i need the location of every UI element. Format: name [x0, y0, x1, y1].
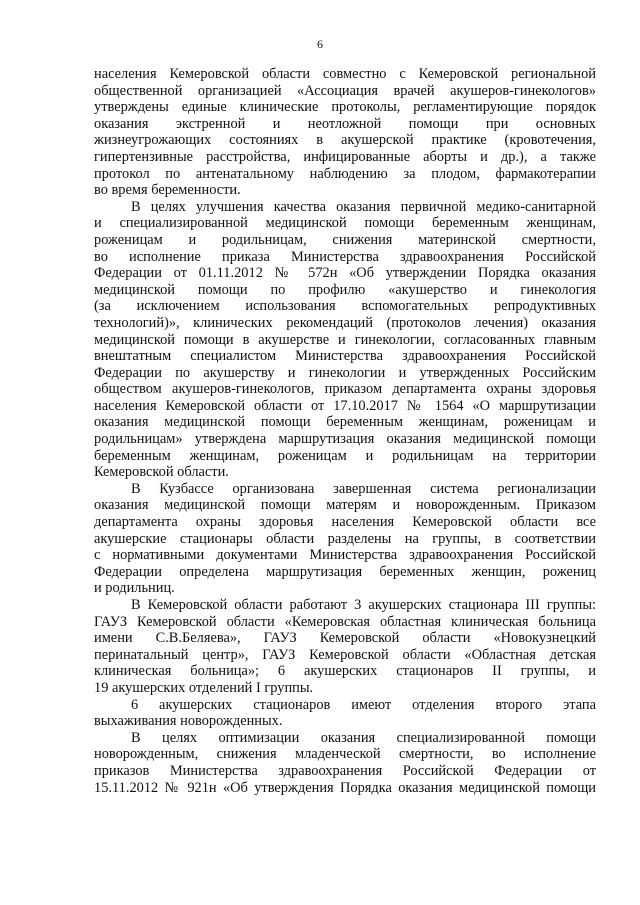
text-line: В Кемеровской области работают 3 акушерских стационара III группы:	[131, 597, 596, 613]
text-line: во исполнение приказа Министерства здравоохранения Российской	[94, 248, 596, 265]
text-line: и родильниц.	[94, 580, 175, 597]
text-line: новорожденным, снижения младенческой смертности, во исполнение	[94, 746, 596, 763]
text-line: имени С.В.Беляева», ГАУЗ Кемеровской области «Новокузнецкий	[94, 630, 596, 647]
text-line: клиническая больница»; 6 акушерских стационаров II группы, и	[94, 663, 596, 680]
text-line: обществом акушеров-гинекологов, приказом департамента охраны здоровья	[94, 381, 596, 398]
text-line: жизнеугрожающих состояниях в акушерской практике (кровотечения,	[94, 132, 596, 149]
text-line: роженицам и родильницам, снижения материнской смертности,	[94, 231, 596, 248]
text-line: во время беременности.	[94, 182, 241, 199]
text-line: гипертензивные расстройства, инфицированные аборты и др.), а также	[94, 148, 596, 165]
text-line: (за исключением использования вспомогательных репродуктивных	[94, 298, 596, 315]
text-line: медицинской помощи по профилю «акушерство и гинекология	[94, 281, 596, 298]
text-line: общественной организацией «Ассоциация врачей акушеров-гинекологов»	[94, 82, 596, 99]
text-line: В Кузбассе организована завершенная система регионализации	[131, 480, 596, 497]
text-line: В целях оптимизации оказания специализированной помощи	[131, 729, 596, 746]
text-line: приказов Министерства здравоохранения Российской Федерации от	[94, 762, 596, 779]
text-line: ГАУЗ Кемеровской области «Кемеровская областная клиническая больница	[94, 613, 596, 630]
text-line: оказания медицинской помощи беременным женщинам, роженицам и	[94, 414, 596, 431]
text-line: населения Кемеровской области совместно с Кемеровской региональной	[94, 66, 596, 82]
text-line: оказания экстренной и неотложной помощи при основных	[94, 115, 596, 132]
document-body	[94, 66, 596, 796]
text-line: технологий)», клинических рекомендаций (протоколов лечения) оказания	[94, 314, 596, 331]
text-line: Кемеровской области.	[94, 464, 229, 481]
text-line: Федерации от 01.11.2012 № 572н «Об утверждении Порядка оказания	[94, 265, 596, 282]
text-line: родильницам» утверждена маршрутизация оказания медицинской помощи	[94, 431, 596, 448]
text-line: оказания медицинской помощи матерям и новорожденным. Приказом	[94, 497, 596, 514]
text-line: населения Кемеровской области от 17.10.2017 № 1564 «О маршрутизации	[94, 397, 596, 414]
text-line: с нормативными документами Министерства здравоохранения Российской	[94, 547, 596, 564]
text-line: беременным женщинам, роженицам и родильницам на территории	[94, 447, 596, 464]
text-line: утверждены единые клинические протоколы, регламентирующие порядок	[94, 99, 596, 116]
text-line: 15.11.2012 № 921н «Об утверждения Порядка оказания медицинской помощи	[94, 779, 596, 796]
text-line: протокол по антенатальному наблюдению за плодом, фармакотерапии	[94, 165, 596, 182]
text-line: Федерации определена маршрутизация беременных женщин, рожениц	[94, 563, 596, 580]
text-line: и специализированной медицинской помощи беременным женщинам,	[94, 215, 596, 232]
text-line: выхаживания новорожденных.	[94, 713, 283, 730]
text-line: акушерские стационары области разделены на группы, в соответствии	[94, 530, 596, 547]
paragraph	[94, 597, 596, 697]
text-line: внештатным специалистом Министерства здравоохранения Российской	[94, 348, 596, 365]
text-line: Федерации по акушерству и гинекологии и утвержденных Российским	[94, 364, 596, 381]
text-line: 6 акушерских стационаров имеют отделения второго этапа	[131, 696, 596, 713]
paragraph	[94, 697, 596, 730]
paragraph	[94, 730, 596, 796]
paragraph	[94, 66, 596, 199]
text-line: медицинской помощи в акушерстве и гинекологии, согласованных главным	[94, 331, 596, 348]
text-line: перинатальный центр», ГАУЗ Кемеровской области «Областная детская	[94, 646, 596, 663]
paragraph	[94, 199, 596, 481]
text-line: 19 акушерских отделений I группы.	[94, 679, 314, 696]
text-line: В целях улучшения качества оказания первичной медико-санитарной	[131, 198, 596, 215]
paragraph	[94, 481, 596, 597]
page-number: 6	[317, 37, 323, 51]
text-line: департамента охраны здоровья населения Кемеровской области все	[94, 514, 596, 531]
